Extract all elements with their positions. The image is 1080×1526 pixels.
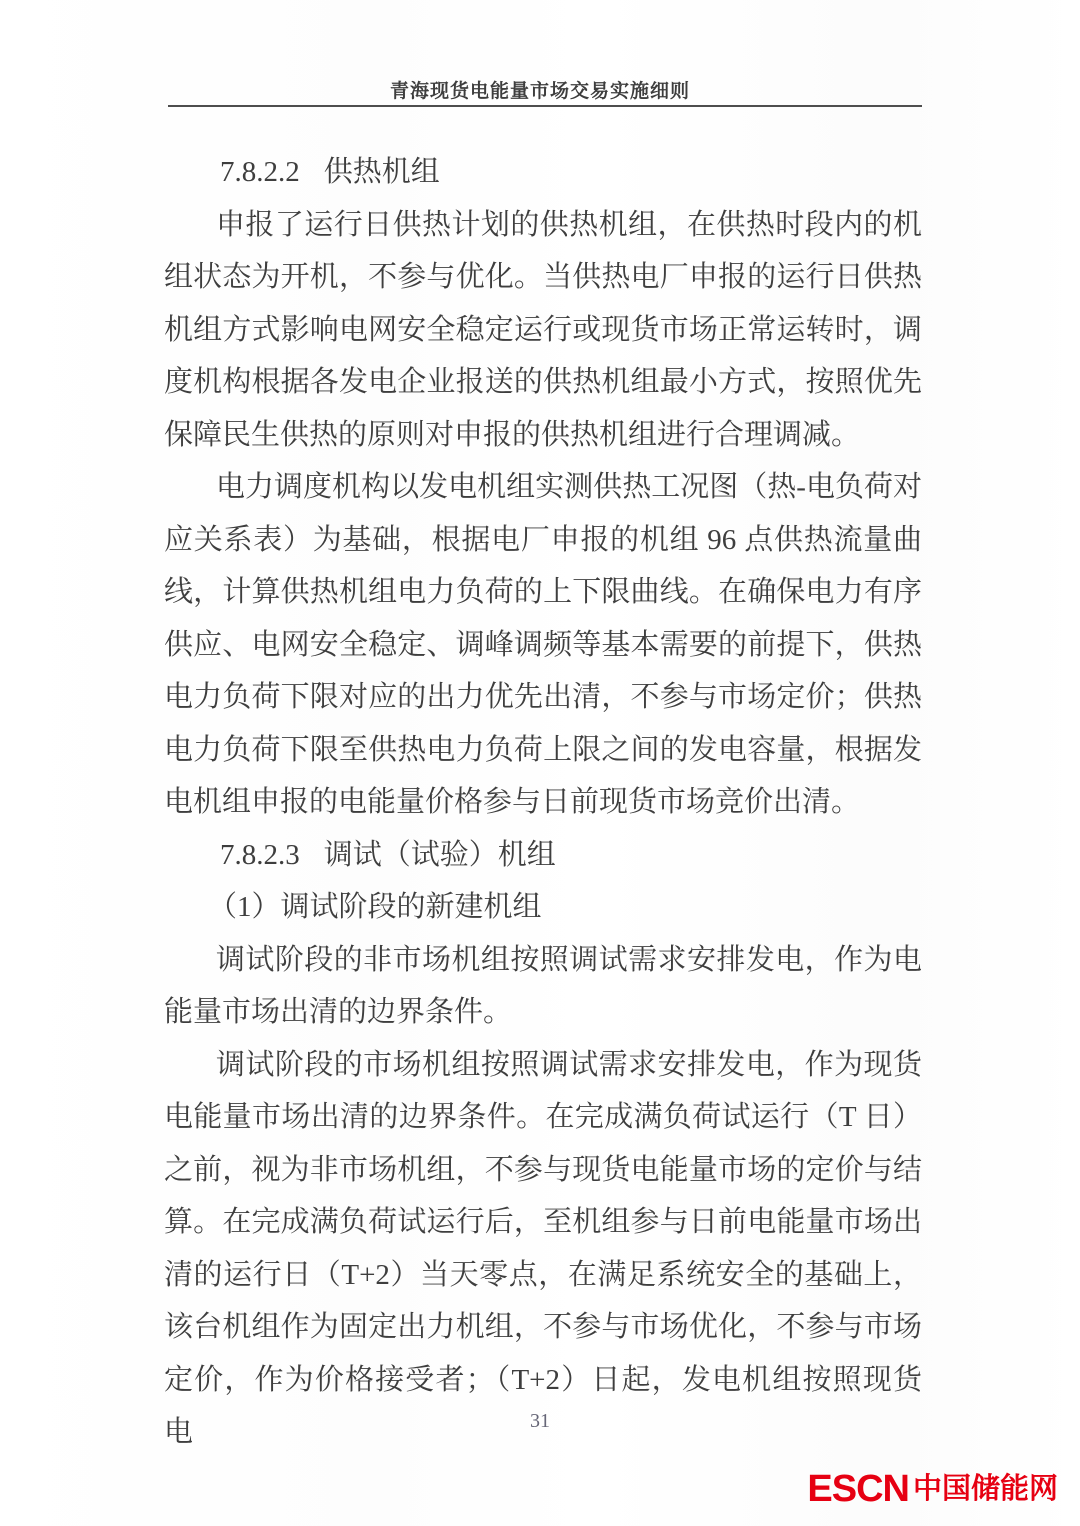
page-number: 31 xyxy=(530,1410,550,1432)
paragraph: 调试阶段的非市场机组按照调试需求安排发电，作为电能量市场出清的边界条件。 xyxy=(164,943,922,1028)
section-title: 供热机组 xyxy=(323,156,440,188)
escn-logo xyxy=(807,1470,1058,1508)
escn-logo-text: ESCN xyxy=(807,1468,909,1510)
paragraph: 电力调度机构以发电机组实测供热工况图（热-电负荷对应关系表）为基础，根据电厂申报的机组 96 点供热流量曲线，计算供热机组电力负荷的上下限曲线。在确保电力有序供应、电网安全稳定、调峰调频等基本需要的前提下，供热电力负荷下限对应的出力优先出清，不参与市场定价；供热电力负荷下限至供热电力负荷上限之间的发电容量，根据发电机组申报的电能量价格参与日前现货市场竞价出清。 xyxy=(164,471,922,818)
escn-logo-site-name: 中国储能网 xyxy=(912,1472,1058,1505)
document-body xyxy=(164,146,922,1459)
header-rule xyxy=(168,105,922,107)
running-header-title: 青海现货电能量市场交易实施细则 xyxy=(389,81,690,102)
section-heading xyxy=(164,146,922,199)
section-heading xyxy=(164,829,922,882)
paragraph: 申报了运行日供热计划的供热机组，在供热时段内的机组状态为开机，不参与优化。当供热电厂申报的运行日供热机组方式影响电网安全稳定运行或现货市场正常运转时，调度机构根据各发电企业报送的供热机组最小方式，按照优先保障民生供热的原则对申报的供热机组进行合理调减。 xyxy=(164,208,922,451)
section-title: 调试（试验）机组 xyxy=(323,838,556,871)
section-number: 7.8.2.3 xyxy=(220,838,300,871)
paragraph: 调试阶段的市场机组按照调试需求安排发电，作为现货电能量市场出清的边界条件。在完成满负荷试运行（T 日）之前，视为非市场机组，不参与现货电能量市场的定价与结算。在完成满负荷试运行后，至机组参与日前电能量市场出清的运行日（T+2）当天零点，在满足系统安全的基础上，该台机组作为固定出力机组，不参与市场优化，不参与市场定价，作为价格接受者；（T+2）日起，发电机组按照现货电 xyxy=(164,1048,922,1448)
section-number: 7.8.2.2 xyxy=(220,156,300,188)
list-item-heading: （1）调试阶段的新建机组 xyxy=(208,891,542,923)
